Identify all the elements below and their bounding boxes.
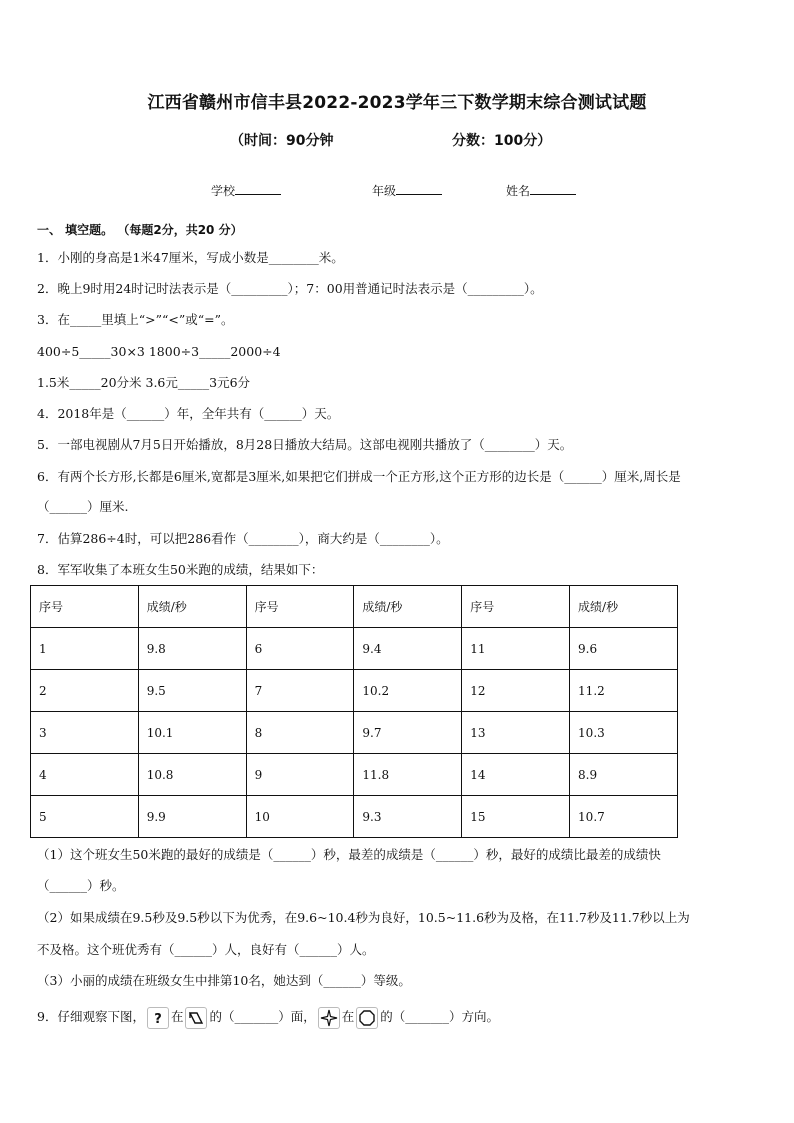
question-9-in-2: 在 [341, 1009, 355, 1024]
school-blank[interactable] [235, 182, 281, 195]
question-8-part-2-line-2: 不及格。这个班优秀有（______）人，良好有（______）人。 [37, 942, 375, 957]
table-cell: 1 [31, 628, 139, 670]
name-blank[interactable] [530, 182, 576, 195]
table-header-cell: 序号 [31, 586, 139, 628]
grade-blank[interactable] [396, 182, 442, 195]
table-header-cell: 成绩/秒 [138, 586, 246, 628]
table-cell: 10.7 [570, 796, 678, 838]
table-cell: 3 [31, 712, 139, 754]
table-cell: 11.8 [354, 754, 462, 796]
table-cell: 9.5 [138, 670, 246, 712]
table-header-cell: 成绩/秒 [570, 586, 678, 628]
table-cell: 11.2 [570, 670, 678, 712]
school-field [211, 182, 281, 199]
table-row [31, 796, 678, 838]
question-9-in-1: 在 [170, 1009, 184, 1024]
question-1: 1．小刚的身高是1米47厘米，写成小数是________米。 [37, 250, 344, 265]
table-header-row [31, 586, 678, 628]
question-9-middle: 的（_______）面， [209, 1009, 316, 1024]
table-cell: 10.8 [138, 754, 246, 796]
name-label: 姓名 [506, 184, 531, 198]
table-cell: 15 [462, 796, 570, 838]
question-9 [37, 1006, 499, 1029]
question-7: 7．估算286÷4时，可以把286看作（________），商大约是（________）。 [37, 531, 449, 546]
table-cell: 9.9 [138, 796, 246, 838]
name-field [506, 182, 576, 199]
scores-table [30, 585, 678, 838]
grade-label: 年级 [372, 184, 397, 198]
question-2: 2．晚上9时用24时记时法表示是（_________）；7：00用普通记时法表示是（_________）。 [37, 281, 543, 296]
table-cell: 4 [31, 754, 139, 796]
question-3-row-a: 400÷5_____30×3 1800÷3_____2000÷4 [37, 344, 281, 359]
question-4: 4．2018年是（______）年，全年共有（______）天。 [37, 406, 340, 421]
question-9-suffix: 的（_______）方向。 [380, 1009, 500, 1024]
table-cell: 10.1 [138, 712, 246, 754]
octagon-icon [356, 1007, 378, 1029]
table-cell: 8.9 [570, 754, 678, 796]
table-cell: 10.3 [570, 712, 678, 754]
school-label: 学校 [211, 184, 236, 198]
table-row [31, 670, 678, 712]
question-8: 8．军军收集了本班女生50米跑的成绩，结果如下： [37, 562, 324, 577]
question-8-part-2-line-1: （2）如果成绩在9.5秒及9.5秒以下为优秀，在9.6~10.4秒为良好，10.5~11.6秒为及格，在11.7秒及11.7秒以上为 [37, 910, 690, 925]
question-6-line-1: 6．有两个长方形,长都是6厘米,宽都是3厘米,如果把它们拼成一个正方形,这个正方形的边长是（______）厘米,周长是 [37, 469, 681, 484]
exam-score: 分数：100分） [452, 133, 552, 149]
question-6-line-2: （______）厘米. [37, 499, 129, 514]
table-cell: 10.2 [354, 670, 462, 712]
grade-field [372, 182, 442, 199]
table-cell: 2 [31, 670, 139, 712]
question-8-part-1-line-2: （______）秒。 [37, 878, 125, 893]
table-cell: 7 [246, 670, 354, 712]
question-mark-icon [147, 1007, 169, 1029]
question-3-row-b: 1.5米_____20分米 3.6元_____3元6分 [37, 375, 251, 390]
table-cell: 11 [462, 628, 570, 670]
table-cell: 5 [31, 796, 139, 838]
table-cell: 12 [462, 670, 570, 712]
table-cell: 9.6 [570, 628, 678, 670]
table-cell: 14 [462, 754, 570, 796]
four-point-star-icon [318, 1007, 340, 1029]
table-cell: 8 [246, 712, 354, 754]
exam-time: （时间：90分钟 [230, 133, 334, 149]
question-9-prefix: 9．仔细观察下图， [37, 1009, 145, 1024]
table-cell: 6 [246, 628, 354, 670]
question-8-part-1-line-1: （1）这个班女生50米跑的最好的成绩是（______）秒，最差的成绩是（______）秒，最好的成绩比最差的成绩快 [37, 847, 661, 862]
table-cell: 9.4 [354, 628, 462, 670]
table-cell: 13 [462, 712, 570, 754]
table-row [31, 628, 678, 670]
table-cell: 9.7 [354, 712, 462, 754]
question-mark-glyph: ? [154, 1011, 162, 1027]
question-3: 3．在_____里填上“>”“<”或“=”。 [37, 312, 234, 327]
table-cell: 9.3 [354, 796, 462, 838]
question-8-part-3: （3）小丽的成绩在班级女生中排第10名，她达到（______）等级。 [37, 973, 411, 988]
table-header-cell: 成绩/秒 [354, 586, 462, 628]
page-title: 江西省赣州市信丰县2022-2023学年三下数学期末综合测试试题 [147, 93, 647, 113]
table-header-cell: 序号 [246, 586, 354, 628]
table-cell: 9.8 [138, 628, 246, 670]
table-row [31, 754, 678, 796]
table-cell: 10 [246, 796, 354, 838]
question-5: 5．一部电视剧从7月5日开始播放，8月28日播放大结局。这部电视刚共播放了（________）天。 [37, 437, 573, 452]
section-heading: 一、 填空题。 （每题2分，共20 分） [37, 223, 243, 237]
table-header-cell: 序号 [462, 586, 570, 628]
parallelogram-icon [185, 1007, 207, 1029]
table-row [31, 712, 678, 754]
table-cell: 9 [246, 754, 354, 796]
